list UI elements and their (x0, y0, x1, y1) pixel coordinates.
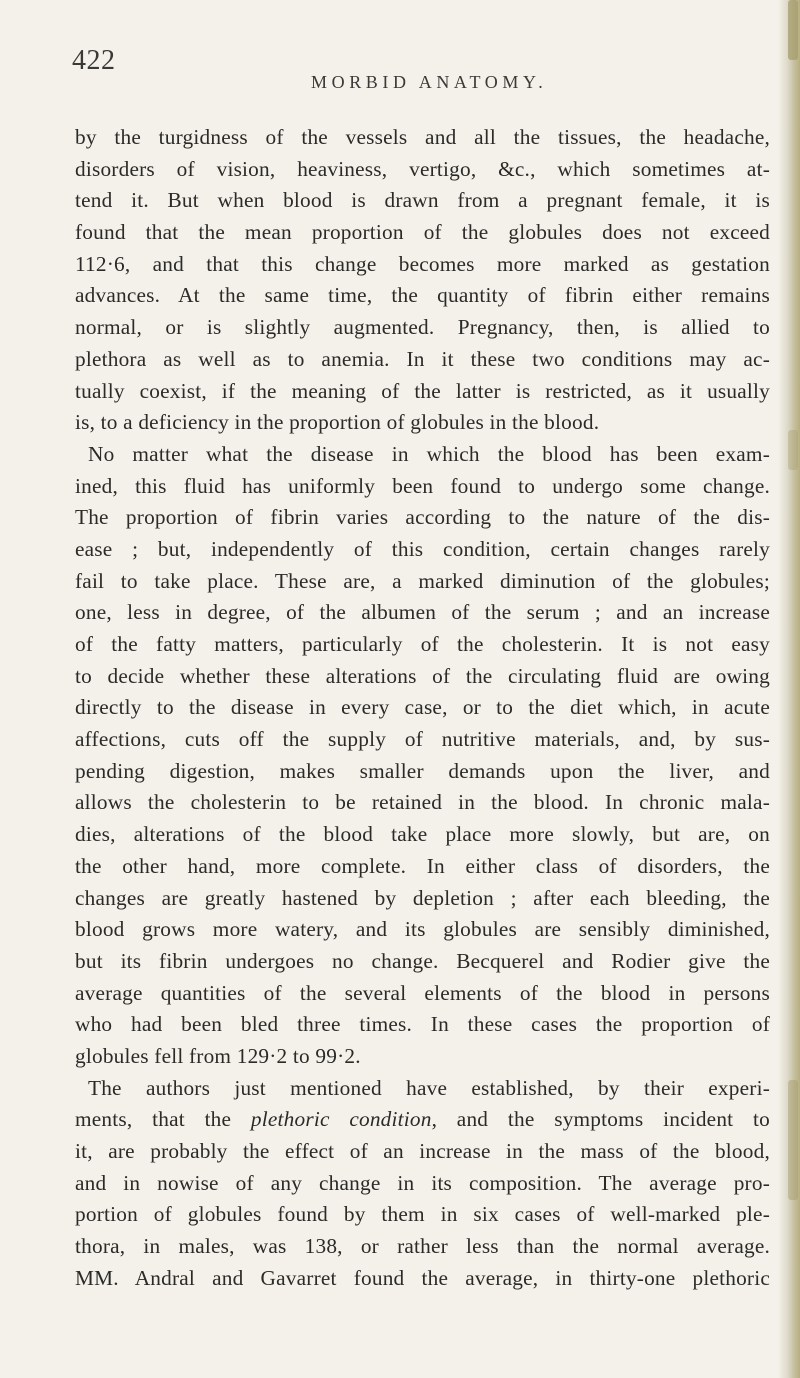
page-edge-stain (788, 1080, 798, 1200)
body-text (75, 122, 770, 1294)
text-line: normal, or is slightly augmented. Pregnancy, then, is allied to (75, 315, 770, 340)
text-line: ease ; but, independently of this condition, certain changes rarely (75, 536, 770, 561)
text-line: tend it. But when blood is drawn from a pregnant female, it is (75, 188, 770, 213)
text-segment: The authors just mentioned have established, by their experi- (88, 1075, 770, 1100)
text-line: tually coexist, if the meaning of the latter is restricted, as it usually (75, 378, 770, 403)
text-line: advances. At the same time, the quantity of fibrin either remains (75, 283, 770, 308)
text-line: by the turgidness of the vessels and all the tissues, the headache, (75, 125, 770, 149)
text-line: thora, in males, was 138, or rather less than the normal average. (75, 1234, 770, 1259)
page-number: 422 (72, 45, 116, 76)
text-line: who had been bled three times. In these cases the proportion of (75, 1012, 770, 1037)
text-line: and in nowise of any change in its composition. The average pro- (75, 1170, 770, 1195)
text-segment: ments, that the (75, 1107, 251, 1132)
text-line: 112·6, and that this change becomes more marked as gestation (75, 251, 770, 276)
text-line: plethora as well as to anemia. In it these two conditions may ac- (75, 346, 770, 371)
text-line: ined, this fluid has uniformly been found to undergo some change. (75, 473, 770, 498)
text-line: to decide whether these alterations of the circulating fluid are owing (75, 663, 770, 688)
text-line: dies, alterations of the blood take place more slowly, but are, on (75, 822, 770, 847)
text-line: disorders of vision, heaviness, vertigo, &c., which sometimes at- (75, 156, 770, 181)
text-line: directly to the disease in every case, or to the diet which, in acute (75, 695, 770, 720)
text-line: average quantities of the several elements of the blood in persons (75, 980, 770, 1005)
text-line: blood grows more watery, and its globules are sensibly diminished, (75, 917, 770, 942)
text-line (75, 1073, 770, 1105)
text-line: No matter what the disease in which the blood has been exam- (88, 441, 770, 466)
running-head: MORBID ANATOMY. (311, 72, 548, 92)
text-line: it, are probably the effect of an increase in the mass of the blood, (75, 1139, 770, 1163)
page-edge-shadow (778, 0, 800, 1378)
text-line: one, less in degree, of the albumen of the serum ; and an increase (75, 600, 770, 625)
text-line (75, 1104, 770, 1136)
text-line: pending digestion, makes smaller demands upon the liver, and (75, 758, 770, 783)
text-line: MM. Andral and Gavarret found the average, in thirty-one plethoric (75, 1265, 770, 1290)
text-line: changes are greatly hastened by depletion ; after each bleeding, the (75, 885, 770, 910)
italic-phrase: plethoric condition (250, 1107, 432, 1132)
text-line: affections, cuts off the supply of nutritive materials, and, by sus- (75, 727, 770, 752)
text-line: is, to a deficiency in the proportion of globules in the blood. (75, 410, 600, 435)
page-edge-stain (788, 0, 798, 60)
text-line: found that the mean proportion of the globules does not exceed (75, 220, 770, 245)
text-line: portion of globules found by them in six cases of well-marked ple- (75, 1202, 770, 1227)
text-line: but its fibrin undergoes no change. Becquerel and Rodier give the (75, 948, 770, 973)
text-line: fail to take place. These are, a marked diminution of the globules; (75, 568, 770, 593)
text-segment: , and the symptoms incident to (431, 1107, 770, 1132)
text-line: allows the cholesterin to be retained in the blood. In chronic mala- (75, 790, 770, 815)
text-line: globules fell from 129·2 to 99·2. (75, 1043, 361, 1068)
page-edge-stain (788, 430, 798, 470)
text-line: of the fatty matters, particularly of the cholesterin. It is not easy (75, 632, 770, 656)
text-line: The proportion of fibrin varies according to the nature of the dis- (75, 505, 770, 530)
text-line: the other hand, more complete. In either class of disorders, the (75, 853, 770, 878)
